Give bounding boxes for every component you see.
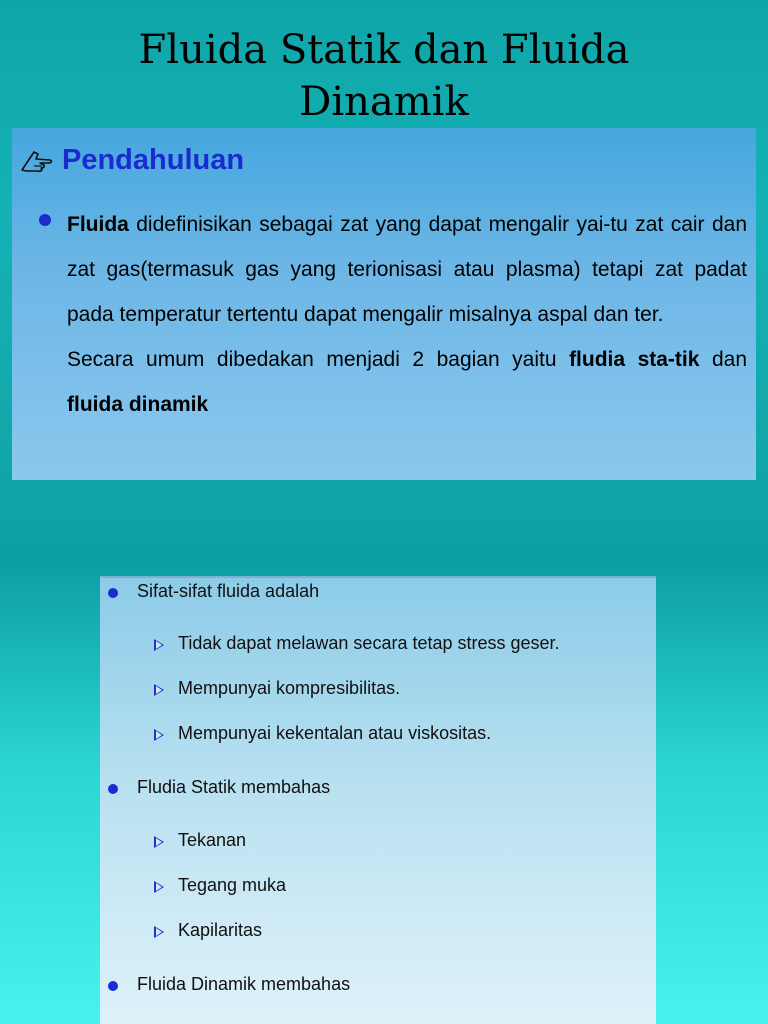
list-item: Tekanan bbox=[178, 830, 247, 850]
list-item: Tidak dapat melawan secara tetap stress geser. bbox=[178, 633, 560, 653]
triangle-bullet-icon bbox=[154, 836, 164, 848]
intro-panel bbox=[12, 128, 756, 480]
intro-header bbox=[20, 144, 244, 177]
section-heading-statik: Fludia Statik membahas bbox=[137, 777, 331, 797]
triangle-bullet-icon bbox=[154, 639, 164, 651]
section-heading-sifat: Sifat-sifat fluida adalah bbox=[137, 581, 320, 601]
term-fluida: Fluida bbox=[67, 213, 129, 236]
details-panel bbox=[100, 576, 656, 1024]
term-fluida-dinamik: fluida dinamik bbox=[67, 393, 209, 416]
title-line-1: Fluida Statik dan Fluida bbox=[138, 27, 630, 73]
pointing-hand-icon bbox=[20, 148, 54, 174]
intro-body bbox=[67, 202, 747, 427]
page-title bbox=[0, 24, 768, 128]
para2-mid: dan bbox=[699, 348, 747, 371]
list-item: Kapilaritas bbox=[178, 920, 263, 940]
triangle-bullet-icon bbox=[154, 684, 164, 696]
triangle-bullet-icon bbox=[154, 926, 164, 938]
list-item: Mempunyai kompresibilitas. bbox=[178, 678, 401, 698]
list-item: Mempunyai kekentalan atau viskositas. bbox=[178, 723, 492, 743]
bullet-dot bbox=[108, 981, 118, 991]
bullet-dot bbox=[39, 214, 51, 226]
list-item: Tegang muka bbox=[178, 875, 287, 895]
intro-heading: Pendahuluan bbox=[62, 144, 245, 176]
triangle-bullet-icon bbox=[154, 729, 164, 741]
bullet-dot bbox=[108, 588, 118, 598]
triangle-bullet-icon bbox=[154, 881, 164, 893]
title-line-2: Dinamik bbox=[299, 79, 469, 125]
intro-paragraph-1 bbox=[67, 202, 747, 337]
para1-text: didefinisikan sebagai zat yang dapat mengalir yai-tu zat cair dan zat gas(termasuk gas yang terionisasi atau plasma) tetapi zat padat pada temperatur tertentu dapat mengalir misalnya aspal dan ter. bbox=[67, 213, 747, 326]
para2-text: Secara umum dibedakan menjadi 2 bagian yaitu bbox=[67, 348, 570, 371]
intro-paragraph-2 bbox=[67, 337, 747, 427]
bullet-dot bbox=[108, 784, 118, 794]
section-heading-dinamik: Fluida Dinamik membahas bbox=[137, 974, 351, 994]
term-fluida-statik: fludia sta-tik bbox=[569, 348, 700, 371]
